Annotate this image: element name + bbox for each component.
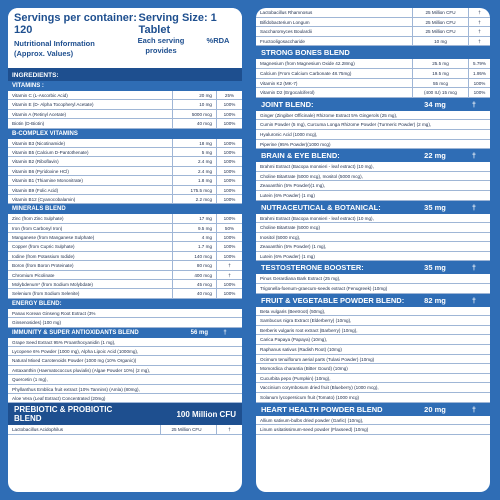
- section-meta: [407, 100, 485, 109]
- ingredient-row: [256, 383, 490, 393]
- section-title: B-COMPLEX VITAMINS: [12, 130, 78, 137]
- probiotic-continued-list: [256, 8, 490, 46]
- ingredient-amount: (400 IU) 15 mcg: [412, 88, 468, 97]
- ingredient-row: [8, 271, 242, 280]
- ingredient-row: [256, 233, 490, 243]
- ingredient-rda: 100%: [216, 233, 242, 241]
- ingredient-amount: 40 mcg: [172, 119, 216, 127]
- ingredient-name: Zeaxanthin (5% Powder) (1 mg),: [260, 244, 327, 250]
- ingredient-name: Solanum lycopersicum fruit (Tomato) (1000 mcg): [260, 395, 360, 400]
- section-rda: †: [471, 99, 477, 109]
- ingredient-row: [8, 289, 242, 298]
- ingredient-name: Cucurbita pepo (Pumpkin) (10mg),: [260, 375, 331, 381]
- section-title: FRUIT & VEGETABLE POWDER BLEND:: [261, 295, 405, 305]
- section-meta: [407, 263, 485, 272]
- ingredient-row: [256, 88, 490, 98]
- ingredient-amount: 18 mg: [172, 139, 216, 147]
- section-meta: [407, 405, 485, 414]
- ingredient-amount: 5000 mcg: [172, 110, 216, 118]
- probiotic-header: [8, 403, 242, 425]
- ingredient-row: [8, 394, 242, 403]
- ingredient-name: Phyllanthus Emblica fruit extract (10% Tannins) (Amla) (80mg),: [12, 386, 140, 392]
- ingredient-rda: 100%: [216, 176, 242, 184]
- ingredient-row: [256, 69, 490, 79]
- section-meta: [407, 48, 485, 57]
- ingredient-amount: 10 mg: [412, 37, 468, 46]
- ingredient-name: Boron (from Boron Proteinate): [12, 263, 74, 269]
- section-title: HEART HEALTH POWDER BLEND: [261, 404, 383, 414]
- ingredient-name: Beta vulgaris (Beetroot) (50mg),: [260, 308, 326, 314]
- ingredient-name: Piperine (95% Powder)(1000 mcg): [260, 141, 331, 147]
- ingredient-row: [8, 91, 242, 100]
- ingredient-row: [256, 345, 490, 355]
- section-amount: 35 mg: [424, 202, 446, 212]
- ingredient-name: Biotin (D-Biotin): [12, 121, 45, 127]
- ingredient-row: [8, 119, 242, 128]
- ingredient-row: [8, 385, 242, 394]
- ingredient-name: Trigonella-foenum-graecum-seeds extract (Fenugreek) (10mg): [260, 286, 388, 292]
- ingredient-rda: †: [468, 27, 490, 36]
- ingredient-name: Vitamin K2 (MK-7): [260, 80, 298, 86]
- ingredient-name: Iodine (from Potassium Iodide): [12, 253, 75, 259]
- each-serving-label: Each serving provides: [137, 36, 185, 55]
- ingredient-name: Vitamin B5 (Calcium D-Pantothenate): [12, 149, 89, 155]
- ingredient-row: [8, 224, 242, 233]
- ingredient-amount: 25 Million CFU: [412, 18, 468, 27]
- section-header: [256, 46, 490, 59]
- ingredient-name: Vitamin B1 (Thiamine Mononitrate): [12, 178, 83, 184]
- section-title: NUTRACEUTICAL & BOTANICAL:: [261, 202, 381, 212]
- ingredient-rda: 100%: [216, 242, 242, 250]
- ingredient-row: [8, 252, 242, 261]
- ingredient-row: [8, 366, 242, 375]
- ingredient-name: Lactobacillus Rhamnosus: [260, 10, 313, 15]
- ingredient-amount: 40 mcg: [172, 289, 216, 297]
- ingredient-rda: 100%: [216, 157, 242, 165]
- ingredient-row: [8, 425, 242, 434]
- ingredient-rda: 100%: [468, 88, 490, 97]
- ingredient-amount: 17 mg: [172, 214, 216, 222]
- ingredient-rda: 100%: [216, 148, 242, 156]
- ingredient-row: [256, 242, 490, 252]
- section-header: [8, 129, 242, 139]
- ingredient-amount: 45 mcg: [172, 280, 216, 288]
- section-meta: [407, 203, 485, 212]
- section-header: [256, 403, 490, 416]
- ingredient-row: [256, 364, 490, 374]
- ingredient-row: [8, 110, 242, 119]
- ingredient-row: [256, 425, 490, 435]
- section-title: MINERALS BLEND: [12, 206, 66, 213]
- ingredient-rda: 100%: [468, 79, 490, 88]
- section-header: [256, 201, 490, 214]
- ingredient-row: [256, 326, 490, 336]
- ingredient-name: Berberis vulgaris root extract (Barberry) (10mg),: [260, 327, 358, 333]
- section-title: TESTOSTERONE BOOSTER:: [261, 263, 364, 273]
- ingredient-name: Choline Bitartrate (5000 mcg), Inositol (5000 mcg),: [260, 173, 363, 179]
- ingredient-name: Chromium Picolinate: [12, 272, 55, 278]
- ingredient-rda: †: [468, 37, 490, 46]
- ingredient-row: [256, 284, 490, 294]
- section-header: [8, 328, 242, 338]
- ingredient-row: [8, 157, 242, 166]
- ingredient-row: [8, 280, 242, 289]
- section-meta: [168, 330, 238, 336]
- ingredient-row: [256, 335, 490, 345]
- ingredient-name: Natural Mixed Carotenoids Powder (1000 mg (10% Organic)): [12, 358, 137, 364]
- section-title: ENERGY BLEND:: [12, 300, 62, 307]
- ingredient-rda: 100%: [216, 167, 242, 175]
- ingredient-name: Pinus Gerardiana Bark Extract (25 mg),: [260, 276, 341, 282]
- ingredient-amount: 19.5 mg: [412, 69, 468, 78]
- ingredient-rda: 100%: [216, 195, 242, 203]
- section-amount: 34 mg: [424, 99, 446, 109]
- ingredient-name: Vitamin B2 (Riboflavin): [12, 159, 59, 165]
- ingredient-amount: 25 Million CFU: [160, 425, 216, 433]
- section-meta: [407, 151, 485, 160]
- ingredient-row: [256, 8, 490, 18]
- ingredient-row: [256, 37, 490, 47]
- ingredient-amount: 400 mcg: [172, 271, 216, 279]
- section-rda: [463, 48, 485, 57]
- ingredient-row: [8, 195, 242, 204]
- ingredient-amount: 25 Million CFU: [412, 8, 468, 17]
- ingredient-name: Cumin Powder (5 mg), Curcuma Longa Rhizome Powder (Turmeric Powder) (2 mg),: [260, 122, 432, 128]
- ingredient-name: Grape Seed Extract 95% Proanthocyanidin (1 mg),: [12, 339, 116, 345]
- ingredient-name: Quercetin (1 mg),: [12, 377, 48, 383]
- section-header: [8, 299, 242, 309]
- ingredient-row: [256, 162, 490, 172]
- ingredient-name: Vitamin B9 (Folic Acid): [12, 187, 59, 193]
- ingredient-name: Sambucus nigra Extract (Elderberry) (10mg),: [260, 318, 352, 324]
- section-title: IMMUNITY & SUPER ANTIOXIDANTS BLEND: [12, 329, 139, 336]
- section-rda: †: [471, 263, 477, 273]
- ingredient-row: [256, 223, 490, 233]
- ingredient-row: [8, 347, 242, 356]
- ingredient-row: [8, 233, 242, 242]
- ingredient-name: Vitamin B6 (Pyridoxine HCl): [12, 168, 69, 174]
- ingredient-name: Ginger (Zingiber Officinale) Rhizome Extract 5% Gingerols (25 mg),: [260, 112, 398, 118]
- ingredient-name: Inositol (5000 mcg),: [260, 234, 301, 240]
- ingredient-amount: 2.2 mcg: [172, 195, 216, 203]
- ingredient-row: [256, 374, 490, 384]
- section-title: STRONG BONES BLEND: [261, 48, 350, 58]
- ingredient-amount: 9.5 mg: [172, 224, 216, 232]
- ingredient-name: Selenium (from Sodium Selenite): [12, 291, 80, 297]
- ingredient-amount: 4 mg: [172, 233, 216, 241]
- ingredient-row: [8, 139, 242, 148]
- section-amount: 22 mg: [424, 151, 446, 161]
- ingredient-rda: †: [216, 425, 242, 433]
- ingredient-row: [256, 172, 490, 182]
- ingredient-amount: 1.8 mg: [172, 176, 216, 184]
- ingredient-name: Iron (from Carbonyl Iron): [12, 225, 63, 231]
- ingredient-amount: 25.5 mg: [412, 59, 468, 68]
- ingredient-rda: 5.79%: [468, 59, 490, 68]
- ingredient-row: [256, 111, 490, 121]
- ingredient-rda: 100%: [216, 214, 242, 222]
- ingredient-row: [256, 120, 490, 130]
- ingredient-name: Aloe Vera (Leaf Extract) Concentrated (20mg): [12, 395, 106, 401]
- ingredient-name: Allium sativum-bulbs dried powder (Garlic) (10mg),: [260, 417, 364, 423]
- section-title: VITAMINS :: [12, 83, 44, 89]
- right-label-panel: [256, 8, 490, 492]
- ingredient-amount: 80 mcg: [172, 261, 216, 269]
- ingredient-name: Brahmi Extract (Bacopa monnieri - leaf extract) (10 mg),: [260, 164, 374, 170]
- ingredient-name: Copper (from Cupric Sulphate): [12, 244, 75, 250]
- ingredient-row: [256, 140, 490, 150]
- ingredient-rda: 25%: [216, 91, 242, 99]
- ingredient-name: Brahmi Extract (Bacopa monnieri - leaf extract) (10 mg),: [260, 215, 374, 221]
- ingredient-row: [8, 261, 242, 270]
- section-amount: 20 mg: [424, 404, 446, 414]
- ingredient-row: [8, 318, 242, 327]
- ingredient-name: Molybdenum* (from Sodium Molybdate): [12, 282, 93, 288]
- ingredient-rda: †: [468, 18, 490, 27]
- left-label-panel: [8, 8, 242, 492]
- ingredient-amount: 10 mg: [172, 100, 216, 108]
- section-rda: †: [223, 329, 227, 336]
- ingredient-name: Ocimum tenuiflorum aerial parts (Tulasi Powder) (10mg): [260, 356, 375, 362]
- ingredient-amount: 55 mcg: [412, 79, 468, 88]
- ingredient-name: Raphanus sativus (Radish Root) (10mg): [260, 347, 342, 353]
- ingredient-rda: 1.95%: [468, 69, 490, 78]
- ingredient-amount: 2.4 mg: [172, 157, 216, 165]
- serving-header: [8, 8, 242, 70]
- section-header: [256, 149, 490, 162]
- ingredient-rda: †: [468, 8, 490, 17]
- ingredient-name: Linum usitatissimum-seed powder (Flaxseed) (10mg): [260, 427, 369, 433]
- section-rda: †: [471, 404, 477, 414]
- probiotic-amount: 100 Million CFU: [176, 409, 236, 419]
- ingredient-rda: 100%: [216, 280, 242, 288]
- section-amount: 56 mg: [190, 329, 208, 336]
- ingredient-name: Panax Korean Ginseng Root Extract (3%: [12, 310, 96, 316]
- section-rda: †: [471, 202, 477, 212]
- ingredient-rda: 100%: [216, 186, 242, 194]
- section-amount: [407, 48, 463, 57]
- ingredient-row: [8, 100, 242, 109]
- serving-size: Serving Size: 1 Tablet: [138, 12, 217, 36]
- ingredient-amount: 140 mcg: [172, 252, 216, 260]
- ingredient-name: Ginsenosides) (100 mg): [12, 320, 62, 326]
- ingredient-name: Choline Bitartrate (5000 mcg): [260, 225, 321, 231]
- ingredient-rda: 100%: [216, 100, 242, 108]
- servings-per-container: Servings per container: 120: [14, 12, 137, 36]
- ingredient-name: Magnesium (from Magnesium Oxide 42.28mg): [260, 61, 355, 67]
- ingredient-name: Carica Papaya (Papaya) (10mg),: [260, 337, 328, 343]
- ingredient-amount: 20 mg: [172, 91, 216, 99]
- ingredient-name: Lactobacillus Acidophilus: [12, 427, 64, 433]
- ingredient-rda: 100%: [216, 119, 242, 127]
- right-ingredient-list: [256, 46, 490, 434]
- ingredient-name: Astaxanthin (Haematococcus pluvialis) (Algae Powder 10%) (2 mg),: [12, 367, 151, 373]
- ingredient-name: Fructooligosaccharide: [260, 38, 305, 44]
- ingredient-row: [8, 148, 242, 157]
- ingredient-rda: †: [216, 261, 242, 269]
- ingredient-row: [256, 214, 490, 224]
- probiotic-list: [8, 425, 242, 434]
- ingredient-rda: 100%: [216, 139, 242, 147]
- ingredient-name: Hyaluronic Acid (1000 mcg),: [260, 131, 318, 137]
- ingredient-row: [256, 316, 490, 326]
- ingredient-rda: 100%: [216, 110, 242, 118]
- ingredient-row: [256, 18, 490, 28]
- ingredient-name: Vitamin E (D- Alpha Tocopheryl Acetate): [12, 102, 94, 108]
- ingredient-row: [256, 191, 490, 201]
- ingredient-amount: 25 Million CFU: [412, 27, 468, 36]
- ingredient-amount: 2.4 mg: [172, 167, 216, 175]
- ingredient-row: [8, 309, 242, 318]
- ingredient-name: Zinc (from Zinc Sulphate): [12, 216, 64, 222]
- ingredient-row: [256, 27, 490, 37]
- ingredient-row: [256, 181, 490, 191]
- ingredient-amount: 5 mg: [172, 148, 216, 156]
- ingredient-row: [8, 214, 242, 223]
- ingredient-name: Vaccinium corymbosum dried fruit (Blueberry) (1000 mcg),: [260, 385, 379, 391]
- section-rda: †: [471, 295, 477, 305]
- ingredient-row: [256, 355, 490, 365]
- section-header: [8, 81, 242, 91]
- ingredient-row: [256, 59, 490, 69]
- ingredient-name: Lutein (6% Powder) (1 mg): [260, 192, 315, 198]
- ingredient-row: [8, 167, 242, 176]
- section-title: BRAIN & EYE BLEND:: [261, 151, 340, 161]
- ingredient-amount: 175.5 mcg: [172, 186, 216, 194]
- rda-label: %RDA: [206, 36, 230, 45]
- section-rda: †: [471, 151, 477, 161]
- section-header: [256, 294, 490, 307]
- left-ingredient-list: [8, 81, 242, 403]
- ingredient-name: Vitamin B3 (Nicotinamide): [12, 140, 66, 146]
- section-amount: 82 mg: [424, 295, 446, 305]
- ingredient-name: Vitamin A (Retinyl Acetate): [12, 111, 67, 117]
- ingredient-row: [256, 79, 490, 89]
- ingredient-rda: †: [216, 271, 242, 279]
- ingredient-row: [8, 186, 242, 195]
- section-meta: [407, 296, 485, 305]
- ingredient-row: [256, 274, 490, 284]
- ingredient-row: [256, 252, 490, 262]
- ingredient-row: [256, 307, 490, 317]
- ingredient-row: [8, 375, 242, 384]
- ingredient-name: Vitamin C (L-Ascorbic Acid): [12, 93, 68, 98]
- ingredient-name: Zeaxanthin (5% Powder)(1 mg),: [260, 183, 326, 189]
- ingredient-name: Saccharomyces Boulardii: [260, 29, 312, 35]
- ingredient-name: Vitamin D2 (Ergocalciferol): [260, 90, 315, 96]
- ingredient-name: Lycopene 6% Powder (1000 mg), Alpha Lipoic Acid (1000mg),: [12, 348, 139, 354]
- section-header: [256, 261, 490, 274]
- ingredient-name: Lutein (6% Powder) (1 mg): [260, 253, 315, 259]
- ingredient-row: [8, 356, 242, 365]
- ingredient-row: [256, 416, 490, 426]
- ingredient-name: Momordica charantia (Bitter Gourd) (10mg): [260, 366, 348, 372]
- probiotic-title: PREBIOTIC & PROBIOTIC BLEND: [14, 405, 113, 424]
- ingredient-rda: 50%: [216, 224, 242, 232]
- ingredient-row: [8, 176, 242, 185]
- ingredient-name: Vitamin B12 (Cyanocobalamin): [12, 196, 76, 202]
- ingredient-row: [8, 338, 242, 347]
- section-amount: 35 mg: [424, 263, 446, 273]
- ingredient-row: [256, 393, 490, 403]
- ingredient-rda: 100%: [216, 289, 242, 297]
- nutri-info-label: Nutritional Information (Approx. Values): [14, 39, 95, 58]
- ingredient-row: [256, 130, 490, 140]
- ingredient-rda: 100%: [216, 252, 242, 260]
- ingredient-name: Calcium (From Calcium Carbonate 48.75mg): [260, 70, 352, 76]
- section-header: [256, 98, 490, 111]
- ingredient-name: Manganese (from Manganese Sulphate): [12, 235, 95, 241]
- ingredient-amount: 1.7 mg: [172, 242, 216, 250]
- ingredients-label: INGREDIENTS:: [8, 70, 242, 81]
- ingredient-row: [8, 242, 242, 251]
- section-title: JOINT BLEND:: [261, 99, 314, 109]
- section-header: [8, 204, 242, 214]
- ingredient-name: Bifidobacterium Longum: [260, 19, 310, 25]
